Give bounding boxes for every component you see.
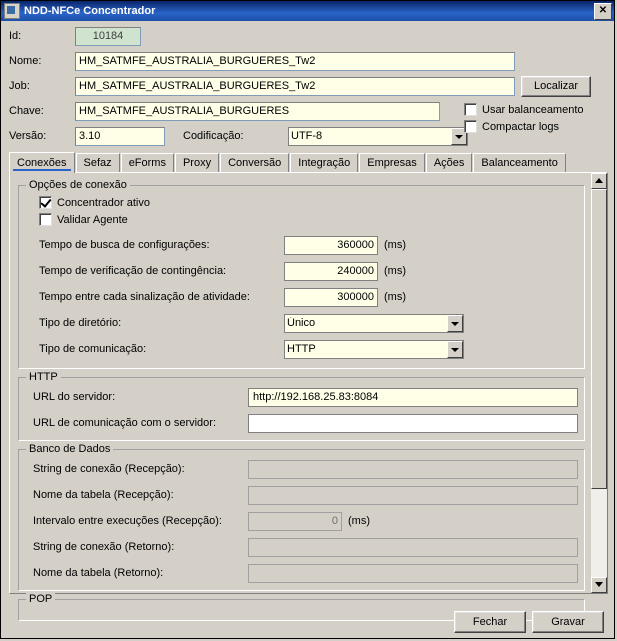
intervalo-execucoes-unit: (ms) xyxy=(348,515,370,527)
validar-agente-label: Validar Agente xyxy=(57,213,128,226)
row-nome xyxy=(9,51,606,71)
tipo-comunicacao-combo-wrap xyxy=(284,340,464,359)
codificacao-combo-wrap xyxy=(288,127,468,146)
compactar-logs-label: Compactar logs xyxy=(482,120,560,133)
top-checkbox-group xyxy=(464,103,604,137)
group-http xyxy=(18,371,585,441)
panel-scrollbar[interactable] xyxy=(590,173,607,593)
tempo-sinalizacao-label: Tempo entre cada sinalização de atividade: xyxy=(39,291,250,303)
tempo-busca-unit: (ms) xyxy=(384,239,406,251)
row-nome-tabela-retorno xyxy=(33,562,578,584)
tipo-diretorio-label: Tipo de diretório: xyxy=(39,317,122,329)
usar-balanceamento-label: Usar balanceamento xyxy=(482,103,584,116)
row-tempo-sinalizacao xyxy=(39,286,578,308)
tempo-sinalizacao-input[interactable] xyxy=(284,288,378,307)
row-string-conexao-recepcao xyxy=(33,458,578,480)
tab-acoes[interactable]: Ações xyxy=(426,153,473,172)
group-banco-title: Banco de Dados xyxy=(26,443,113,455)
nome-tabela-retorno-label: Nome da tabela (Retorno): xyxy=(33,567,164,579)
group-opcoes-conexao xyxy=(18,179,585,369)
tab-strip xyxy=(9,151,608,172)
panel-content xyxy=(10,173,591,605)
tab-integracao[interactable]: Integração xyxy=(290,153,358,172)
concentrador-ativo-row[interactable] xyxy=(39,196,578,209)
url-comunicacao-input[interactable] xyxy=(248,414,578,433)
codificacao-select[interactable] xyxy=(288,127,468,146)
row-tipo-diretorio xyxy=(39,312,578,334)
tipo-diretorio-combo-wrap xyxy=(284,314,464,333)
concentrador-ativo-label: Concentrador ativo xyxy=(57,196,150,209)
group-opcoes-title: Opções de conexão xyxy=(26,179,130,191)
row-tempo-verificacao xyxy=(39,260,578,282)
compactar-logs-checkbox[interactable] xyxy=(464,120,477,133)
nome-tabela-recepcao-label: Nome da tabela (Recepção): xyxy=(33,489,174,501)
job-input[interactable] xyxy=(75,77,515,96)
footer-bar xyxy=(1,606,614,638)
close-icon[interactable]: ✕ xyxy=(594,3,612,20)
string-conexao-recepcao-input xyxy=(248,460,578,479)
app-icon xyxy=(4,3,20,19)
chave-label: Chave: xyxy=(9,105,44,117)
row-intervalo-execucoes xyxy=(33,510,578,532)
versao-input[interactable] xyxy=(75,127,165,146)
chevron-down-icon xyxy=(595,582,603,587)
tempo-verificacao-label: Tempo de verificação de contingência: xyxy=(39,265,227,277)
tab-conexoes-label: Conexões xyxy=(17,157,67,169)
job-label: Job: xyxy=(9,80,30,92)
scroll-up-button[interactable] xyxy=(591,173,607,189)
tab-sefaz[interactable]: Sefaz xyxy=(76,153,120,172)
scroll-down-button[interactable] xyxy=(591,577,607,593)
row-tempo-busca xyxy=(39,234,578,256)
tab-proxy[interactable]: Proxy xyxy=(175,153,219,172)
tempo-busca-input[interactable] xyxy=(284,236,378,255)
validar-agente-row[interactable] xyxy=(39,213,578,226)
usar-balanceamento-checkbox[interactable] xyxy=(464,103,477,116)
nome-tabela-retorno-input xyxy=(248,564,578,583)
intervalo-execucoes-label: Intervalo entre execuções (Recepção): xyxy=(33,515,222,527)
tab-balanceamento[interactable]: Balanceamento xyxy=(473,153,565,172)
tab-empresas[interactable]: Empresas xyxy=(359,153,425,172)
row-nome-tabela-recepcao xyxy=(33,484,578,506)
id-field xyxy=(75,27,141,46)
concentrador-ativo-checkbox[interactable] xyxy=(39,196,52,209)
tipo-comunicacao-label: Tipo de comunicação: xyxy=(39,343,147,355)
group-pop-title: POP xyxy=(26,593,55,605)
nome-tabela-recepcao-input xyxy=(248,486,578,505)
group-banco-dados xyxy=(18,443,585,591)
string-conexao-retorno-input xyxy=(248,538,578,557)
row-id xyxy=(9,26,606,46)
url-servidor-input[interactable] xyxy=(248,388,578,407)
intervalo-execucoes-input xyxy=(248,512,342,531)
window-title: NDD-NFCe Concentrador xyxy=(24,5,156,17)
url-servidor-label: URL do servidor: xyxy=(33,391,116,403)
chave-input[interactable] xyxy=(75,102,440,121)
compactar-logs-row[interactable] xyxy=(464,120,604,133)
tempo-sinalizacao-unit: (ms) xyxy=(384,291,406,303)
tab-conversao[interactable]: Conversão xyxy=(220,153,289,172)
nome-label: Nome: xyxy=(9,55,42,67)
localizar-button[interactable]: Localizar xyxy=(521,76,591,97)
string-conexao-retorno-label: String de conexão (Retorno): xyxy=(33,541,175,553)
string-conexao-recepcao-label: String de conexão (Recepção): xyxy=(33,463,185,475)
tempo-verificacao-unit: (ms) xyxy=(384,265,406,277)
row-url-comunicacao xyxy=(33,412,578,434)
tab-panel-conexoes xyxy=(9,172,608,605)
group-http-title: HTTP xyxy=(26,371,61,383)
codificacao-label: Codificação: xyxy=(183,130,244,142)
fechar-button[interactable]: Fechar xyxy=(454,611,526,633)
tempo-verificacao-input[interactable] xyxy=(284,262,378,281)
versao-label: Versão: xyxy=(9,130,47,142)
top-form xyxy=(1,21,614,146)
row-url-servidor xyxy=(33,386,578,408)
row-string-conexao-retorno xyxy=(33,536,578,558)
gravar-button[interactable]: Gravar xyxy=(532,611,604,633)
title-bar xyxy=(1,1,614,21)
id-label: Id: xyxy=(9,30,22,42)
tab-active-indicator xyxy=(13,169,71,171)
nome-input[interactable] xyxy=(75,52,515,71)
url-comunicacao-label: URL de comunicação com o servidor: xyxy=(33,417,217,429)
usar-balanceamento-row[interactable] xyxy=(464,103,604,116)
chevron-up-icon xyxy=(595,178,603,183)
scroll-thumb[interactable] xyxy=(591,189,607,489)
row-job xyxy=(9,76,606,96)
tab-conexoes[interactable] xyxy=(9,152,75,173)
tab-eforms[interactable]: eForms xyxy=(121,153,174,172)
tipo-comunicacao-select[interactable] xyxy=(284,340,464,359)
tipo-diretorio-select[interactable] xyxy=(284,314,464,333)
row-tipo-comunicacao xyxy=(39,338,578,360)
validar-agente-checkbox[interactable] xyxy=(39,213,52,226)
tempo-busca-label: Tempo de busca de configurações: xyxy=(39,239,210,251)
